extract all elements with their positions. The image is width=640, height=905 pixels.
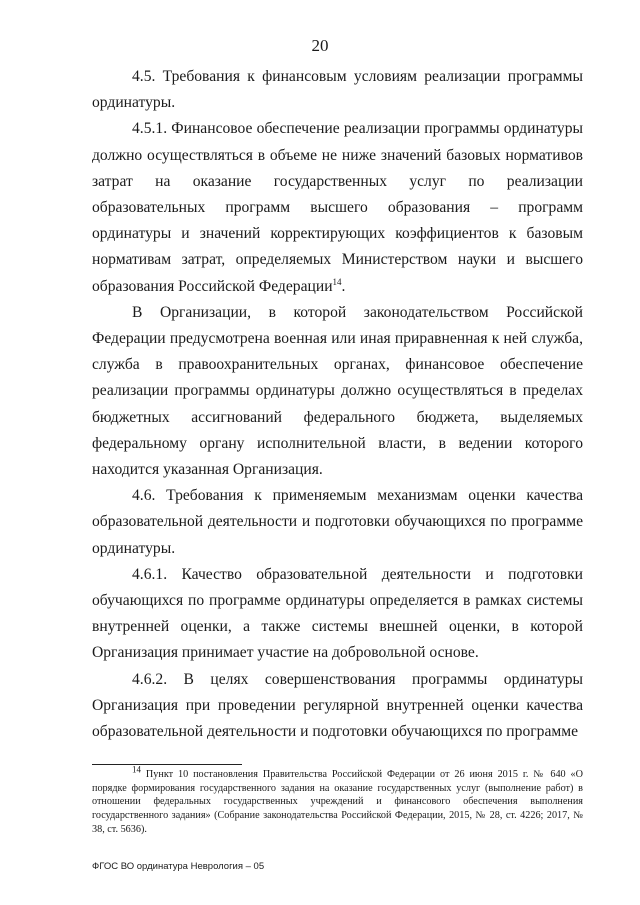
footnote-marker: 14 (132, 764, 141, 775)
document-body (92, 64, 583, 745)
page-footer: ФГОС ВО ординатура Неврология – 05 (92, 861, 265, 872)
paragraph-4-6: 4.6. Требования к применяемым механизмам оценки качества образовательной деятельности и подготовки обучающихся по программе ординатуры. (92, 487, 583, 557)
paragraph-4-5: 4.5. Требования к финансовым условиям реализации программы ординатуры. (92, 68, 583, 112)
paragraph-4-6-2: 4.6.2. В целях совершенствования программы ординатуры Организация при проведении регулярной внутренней оценки качества образовательной деятельности и подготовки обучающихся по программе (92, 670, 583, 741)
footnote-text: Пункт 10 постановления Правительства Российской Федерации от 26 июня 2015 г. № 640 «О порядке формирования государственного задания на оказание государственных услуг (выполнение работ) в отношении федеральных государственных учреждений и финансового обеспечения выполнения государственного задания» (Собрание законодательства Российской Федерации, 2015, № 28, ст. 4226; 2017, № 38, ст. 5636). (92, 769, 583, 835)
paragraph-text: 4.5.1. Финансовое обеспечение реализации программы ординатуры должно осуществляться в объеме не ниже значений базовых нормативов затрат на оказание государственных услуг по реализации образовательных программ высшего образования – программ ординатуры и значений корректирующих коэффициентов к базовым нормативам затрат, определяемых Министерством науки и высшего образования Российской Федерации (92, 120, 583, 295)
footnote-reference[interactable]: 14 (332, 276, 342, 287)
paragraph-end: . (341, 277, 346, 295)
paragraph-4-6-1: 4.6.1. Качество образовательной деятельности и подготовки обучающихся по программе ординатуры определяется в рамках системы внутренней оценки, а также системы внешней оценки, в которой Организация принимает участие на добровольной основе. (92, 565, 583, 662)
paragraph-4-5-1 (92, 116, 583, 299)
footnote (92, 764, 583, 837)
footnote-divider (92, 764, 242, 765)
paragraph-military: В Организации, в которой законодательством Российской Федерации предусмотрена военная или иная приравненная к ней служба, служба в правоохранительных органах, финансовое обеспечение реализации программы ординатуры должно осуществляться в пределах бюджетных ассигнований федерального бюджета, выделяемых федеральному органу исполнительной власти, в ведении которого находится указанная Организация. (92, 303, 583, 479)
page-number: 20 (311, 36, 329, 55)
